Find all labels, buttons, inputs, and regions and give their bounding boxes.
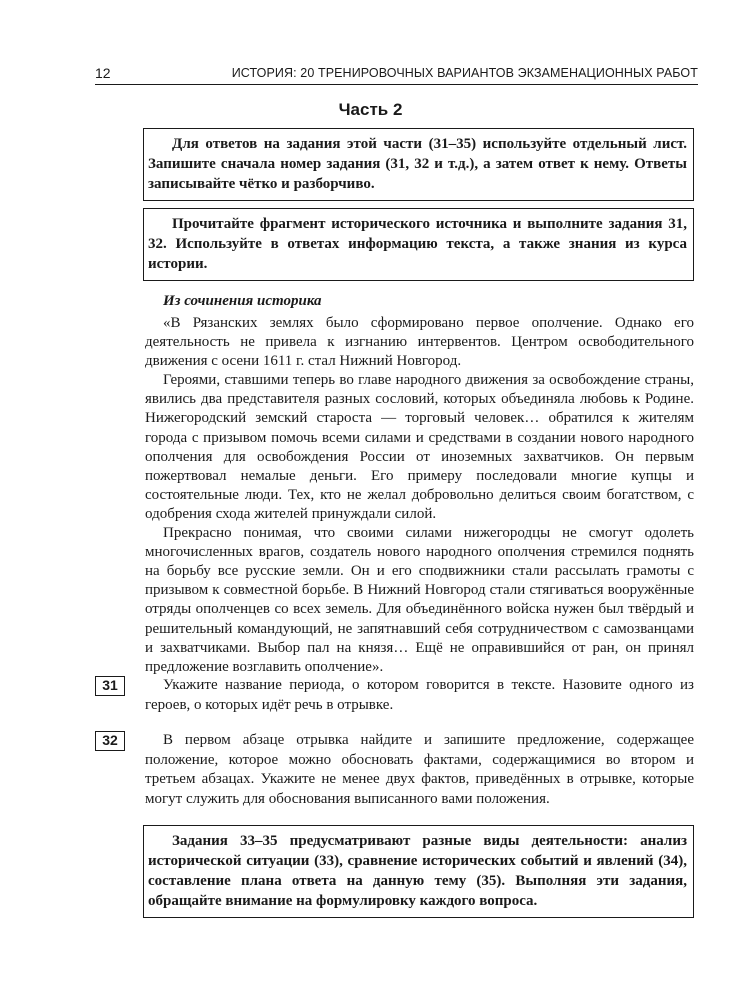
page-number: 12 <box>95 65 111 81</box>
source-paragraph: «В Рязанских землях было сформировано первое ополчение. Однако его деятельность не привела к изгнанию интервентов. Центром освободительного движения с осени 1611 г. стал Нижний Новгород. <box>145 315 694 370</box>
page-header <box>95 62 698 85</box>
task-text-31: Укажите название периода, о котором говорится в тексте. Назовите одного из героев, о которых идёт речь в отрывке. <box>145 677 694 713</box>
source-title: Из сочинения историка <box>163 293 322 309</box>
source-paragraph: Прекрасно понимая, что своими силами нижегородцы не смогут одолеть многочисленных врагов, создатель нового народного ополчения стремился поднять на борьбу все русские земли. Он и его сподвижники стали рассылать грамоты с призывом к совместной борьбе. В Нижний Новгород стали стягиваться вооружённые отряды ополченцев со всех земель. Для объединённого войска нужен был твёрдый и решительный командующий, не запятнавший себя сотрудничеством с самозванцами и захватчиками. Выбор пал на князя… Ещё не оправившийся от ран, он принял предложение возглавить ополчение». <box>145 525 694 675</box>
instructions-box <box>143 128 694 201</box>
instructions-text: Для ответов на задания этой части (31–35) используйте отдельный лист. Запишите сначала номер задания (31, 32 и т.д.), а затем ответ к нему. Ответы записывайте чётко и разборчиво. <box>148 136 687 192</box>
source-paragraph: Героями, ставшими теперь во главе народного движения за освобождение страны, явились два представителя разных сословий, которых объединяла любовь к Родине. Нижегородский земский староста — торговый человек… обратился к жителям города с призывом помочь всеми силами и средствами в создании нового народного ополчения для освобождения России от иноземных захватчиков. Он первым пожертвовал немалые деньги. Его примеру последовали многие купцы и состоятельные люди. Тех, кто не желал добровольно делиться своим богатством, с одобрения схода жителей принуждали силой. <box>145 372 694 522</box>
source-task-text: Прочитайте фрагмент исторического источника и выполните задания 31, 32. Используйте в ответах информацию текста, а также знания из курса истории. <box>148 216 687 272</box>
source-text <box>145 314 694 677</box>
closing-box <box>143 825 694 918</box>
task-number-31: 31 <box>95 676 125 696</box>
running-title: ИСТОРИЯ: 20 ТРЕНИРОВОЧНЫХ ВАРИАНТОВ ЭКЗАМЕНАЦИОННЫХ РАБОТ <box>231 66 698 80</box>
source-task-box <box>143 208 694 281</box>
task-text-32: В первом абзаце отрывка найдите и запишите предложение, содержащее положение, которое можно обосновать фактами, содержащимися во втором и третьем абзацах. Укажите не менее двух фактов, приведённых в отрывке, которые могут служить для обоснования выписанного вами положения. <box>145 732 694 807</box>
part-title: Часть 2 <box>338 100 403 119</box>
task-number-32: 32 <box>95 731 125 751</box>
closing-text: Задания 33–35 предусматривают разные виды деятельности: анализ исторической ситуации (33), сравнение исторических событий и явлений (34), составление плана ответа на данную тему (35). Выполняя эти задания, обращайте внимание на формулировку каждого вопроса. <box>148 833 687 909</box>
